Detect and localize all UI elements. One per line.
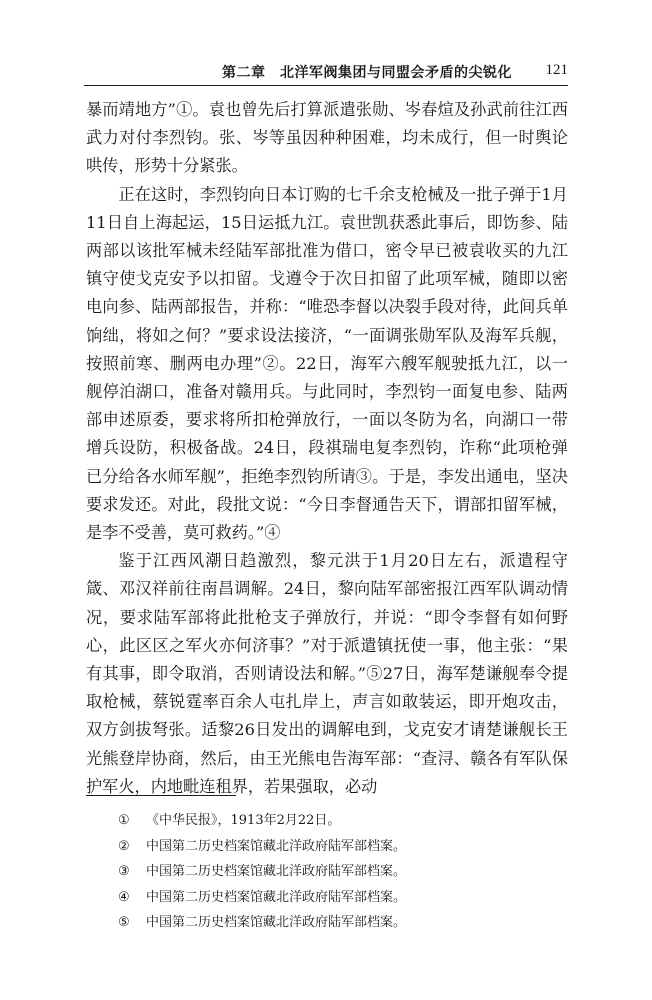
- footnote-text: 中国第二历史档案馆藏北洋政府陆军部档案。: [146, 889, 407, 905]
- footnote: [118, 885, 568, 911]
- footnote-mark: ⑤: [118, 915, 130, 930]
- footnote-mark: ①: [118, 813, 130, 828]
- header-divider: [84, 85, 568, 86]
- paragraph: 鉴于江西风潮日趋激烈，黎元洪于1月20日左右，派遣程守箴、邓汉祥前往南昌调解。24日，黎向陆军部密报江西军队调动情况，要求陆军部将此批枪支子弹放行，并说：“即令李督有如何野心，此区区之军火亦何济事？”对于派遣镇抚使一事，他主张：“果有其事，即令取消，否则请设法和解。”⑤27日，海军楚谦舰奉令提取枪械，蔡锐霆率百余人屯扎岸上，声言如敢装运，即开炮攻击，双方剑拔弩张。适黎26日发出的调解电到，戈克安才请楚谦舰长王光熊登岸协商，然后，由王光熊电告海军部：“查浔、赣各有军队保护军火，内地毗连租界，若果强取，必动: [86, 551, 568, 796]
- paragraph-continued: 暴而靖地方”①。袁也曾先后打算派遣张勋、岑春煊及孙武前往江西武力对付李烈钧。张、岑等虽因种种困难，均未成行，但一时舆论哄传，形势十分紧张。: [86, 100, 568, 176]
- running-header: [84, 62, 568, 82]
- body-text: [86, 96, 568, 801]
- footnote-mark: ②: [118, 838, 130, 854]
- footnote-divider: [86, 795, 236, 796]
- footnotes: [118, 808, 568, 936]
- footnote-mark: ④: [118, 889, 130, 905]
- footnote-text: 中国第二历史档案馆藏北洋政府陆军部档案。: [146, 864, 407, 879]
- footnote-text: 《中华民报》，1913年2月22日。: [146, 813, 341, 828]
- footnote: [118, 808, 568, 834]
- paragraph: 正在这时，李烈钧向日本订购的七千余支枪械及一批子弹于1月11日自上海起运，15日运抵九江。袁世凯获悉此事后，即饬参、陆两部以该批军械未经陆军部批准为借口，密令早已被袁收买的九江镇守使戈克安予以扣留。戈遵令于次日扣留了此项军械，随即以密电向参、陆两部报告，并称：“唯恐李督以决裂手段对待，此间兵单饷绌，将如之何？”要求设法接济，“一面调张勋军队及海军兵舰，按照前寒、删两电办理”②。22日，海军六艘军舰驶抵九江，以一舰停泊湖口，准备对赣用兵。与此同时，李烈钧一面复电参、陆两部申述原委，要求将所扣枪弹放行，一面以冬防为名，向湖口一带增兵设防，积极备战。24日，段祺瑞电复李烈钧，诈称“此项枪弹已分给各水师军舰”，拒绝李烈钧所请③。于是，李发出通电，坚决要求发还。对此，段批文说：“今日李督通告天下，谓部扣留军械，是李不受善，莫可救药。”④: [86, 184, 568, 543]
- footnote: [118, 834, 568, 860]
- footnote-mark: ③: [118, 864, 130, 879]
- chapter-title: 第二章 北洋军阀集团与同盟会矛盾的尖锐化: [222, 65, 512, 81]
- footnote-text: 中国第二历史档案馆藏北洋政府陆军部档案。: [146, 838, 407, 854]
- footnote: [118, 859, 568, 885]
- page-number: 121: [545, 62, 568, 78]
- footnote: [118, 910, 568, 936]
- footnote-text: 中国第二历史档案馆藏北洋政府陆军部档案。: [146, 915, 407, 930]
